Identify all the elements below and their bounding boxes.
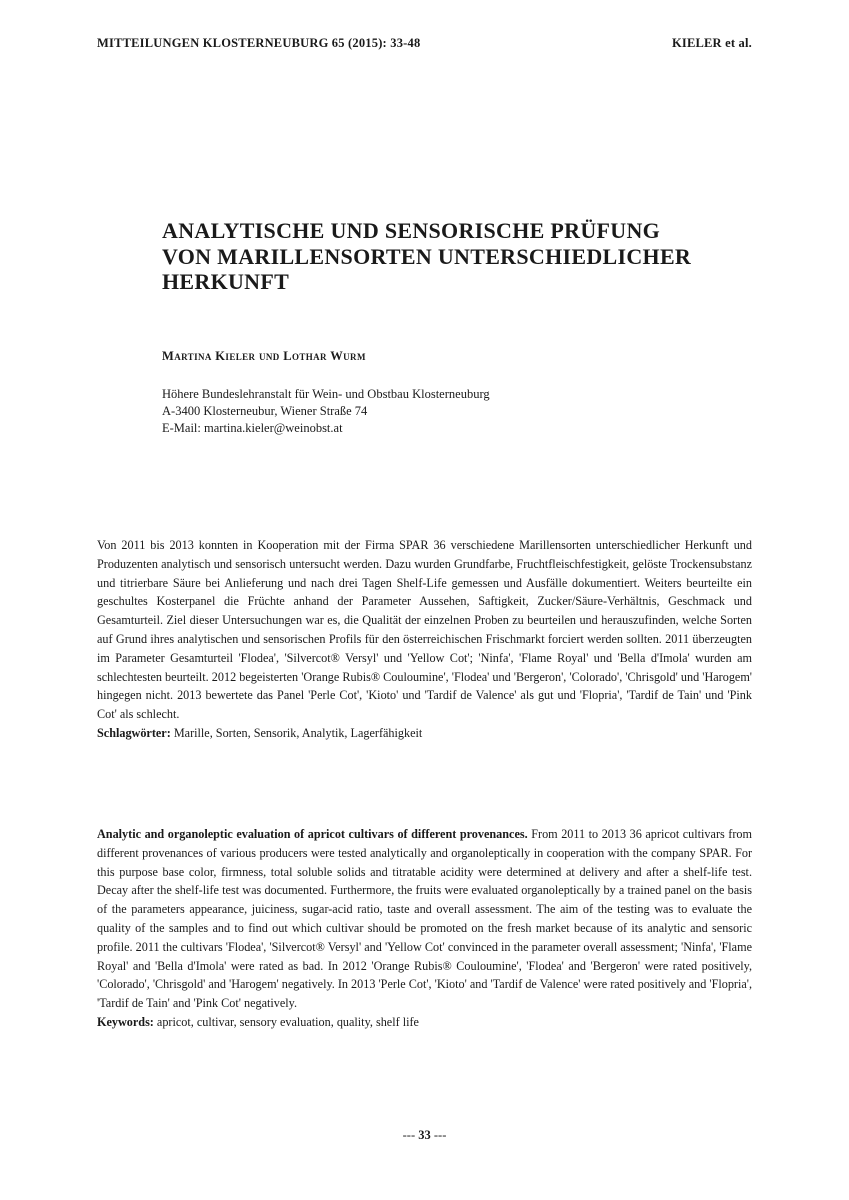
paper-title-line: HERKUNFT [162, 269, 290, 294]
keywords-english-list: apricot, cultivar, sensory evaluation, quality, shelf life [153, 1014, 419, 1029]
affiliation-block [162, 386, 490, 437]
keywords-german [97, 724, 752, 743]
keywords-english [97, 1013, 752, 1032]
running-head-authors: KIELER et al. [671, 36, 752, 50]
keywords-german-list: Marille, Sorten, Sensorik, Analytik, Lagerfähigkeit [170, 725, 423, 740]
abstract-german-text: Von 2011 bis 2013 konnten in Kooperation mit der Firma SPAR 36 verschiedene Marillensorten unterschiedlicher Herkunft und Produzenten analytisch und sensorisch untersucht werden. Dazu wurden Grundfarbe, Fruchtfleischfestigkeit, gelöste Trockensubstanz und titrierbare Säure bei Anlieferung und nach drei Tagen Shelf-Life gemessen und Ausfälle dokumentiert. Weiters beurteilte ein geschultes Kosterpanel die Früchte anhand der Parameter Aussehen, Saftigkeit, Zucker/Säure-Verhältnis, Geschmack und Gesamturteil. Ziel dieser Untersuchungen war es, die Qualität der einzelnen Proben zu beurteilen und herauszufinden, welche Sorten auf Grund ihres analytischen und sensorischen Profils für den österreichischen Frischmarkt forciert werden sollten. 2011 überzeugten im Parameter Gesamturteil 'Flodea', 'Silvercot® Versyl' und 'Yellow Cot'; 'Ninfa', 'Flame Royal' und 'Bella d'Imola' wurden am schlechtesten beurteilt. 2012 begeisterten 'Orange Rubis® Couloumine', 'Flodea' und 'Bergeron', 'Colorado', 'Chrisgold' und 'Harogem' hingegen nicht. 2013 bewertete das Panel 'Perle Cot', 'Kioto' und 'Tardif de Valence' als gut und 'Flopria', 'Tardif de Tain' und 'Pink Cot' als schlecht. [97, 538, 752, 722]
abstract-english [97, 825, 752, 1032]
paper-title-line: VON MARILLENSORTEN UNTERSCHIEDLICHER [162, 243, 692, 269]
keywords-english-label: Keywords: [97, 1014, 154, 1029]
abstract-english-text: From 2011 to 2013 36 apricot cultivars from different provenances of various producers were tested analytically and organoleptically in cooperation with the company SPAR. For this purpose base color, firmness, total soluble solids and titratable acidity were determined at delivery and after a shelf-life test. Decay after the shelf-life test was documented. Furthermore, the fruits were evaluated organoleptically by a trained panel on the basis of the parameters appearance, juiciness, sugar-acid ratio, taste and overall assessment. The aim of the testing was to evaluate the quality of the samples and to find out which cultivar should be promoted on the fresh market because of its analytic and sensoric profile. 2011 the cultivars 'Flodea', 'Silvercot® Versyl' and 'Yellow Cot' convinced in the parameter overall assessment; 'Ninfa', 'Flame Royal' and 'Bella d'Imola' were rated as bad. In 2012 'Orange Rubis® Couloumine', 'Flodea' and 'Bergeron' were rated positively, 'Colorado', 'Chrisgold' and 'Harogem' negatively. In 2013 'Perle Cot', 'Kioto' and 'Tardif de Valence' were rated positively and 'Flopria', 'Tardif de Tain' and 'Pink Cot' negatively. [97, 827, 753, 1011]
page-number-suffix: --- [430, 1128, 447, 1142]
author-name: Martina Kieler [162, 349, 256, 363]
page-number-value: 33 [418, 1128, 431, 1142]
abstract-german [97, 536, 752, 743]
author-connector: und [255, 349, 284, 363]
paper-title [162, 218, 762, 295]
paper-title-line: ANALYTISCHE UND SENSORISCHE PRÜFUNG [162, 218, 661, 243]
author-list [162, 349, 366, 364]
affiliation-institution: Höhere Bundeslehranstalt für Wein- und Obstbau Klosterneuburg [162, 387, 490, 401]
affiliation-address: A-3400 Klosterneubur, Wiener Straße 74 [162, 404, 368, 418]
running-head-journal: MITTEILUNGEN KLOSTERNEUBURG 65 (2015): 33-48 [97, 36, 421, 50]
author-name: Lothar Wurm [283, 349, 366, 363]
abstract-english-title: Analytic and organoleptic evaluation of apricot cultivars of different provenances. [97, 827, 528, 841]
page-number-prefix: --- [402, 1128, 419, 1142]
affiliation-email: E-Mail: martina.kieler@weinobst.at [162, 421, 343, 435]
keywords-german-label: Schlagwörter: [97, 725, 171, 740]
page-number [0, 1128, 849, 1143]
